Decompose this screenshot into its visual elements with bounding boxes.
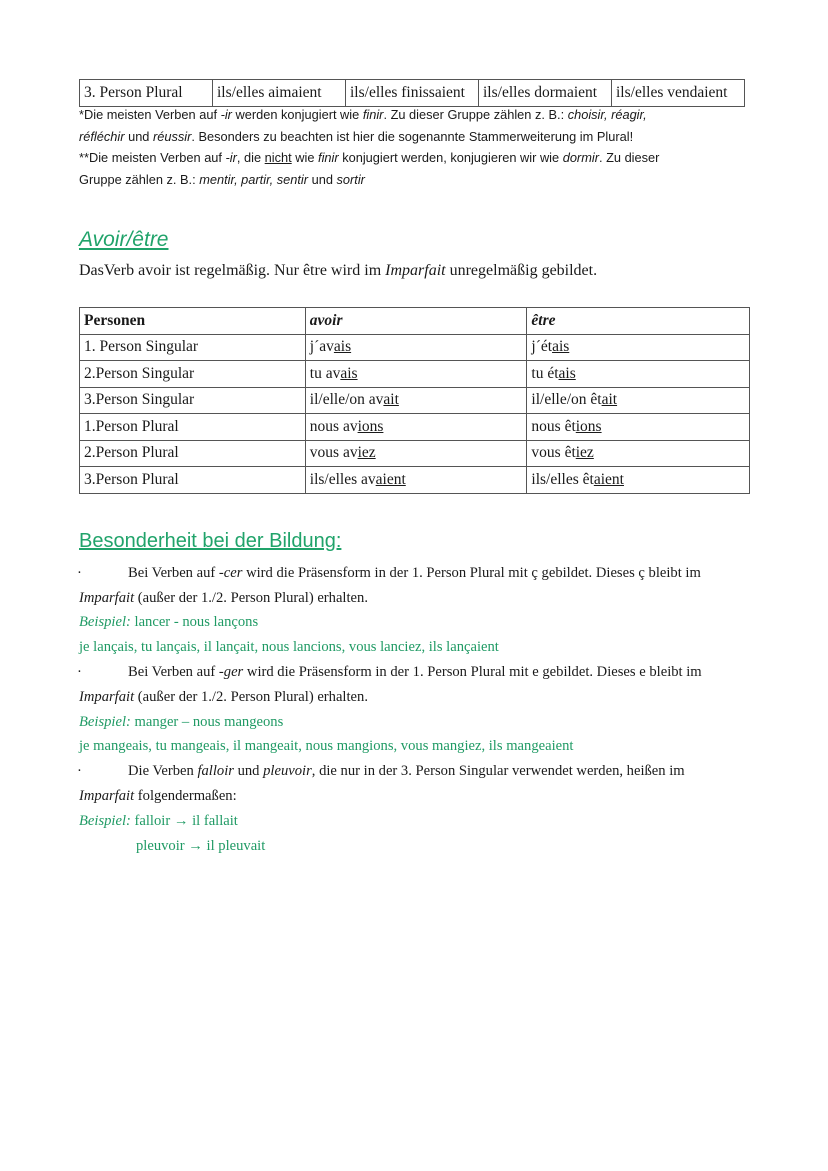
cer-example: Beispiel: lancer - nous lançons bbox=[79, 614, 259, 630]
vendre-cell: ils/elles vendaient bbox=[612, 80, 745, 107]
avoir-intro-text: DasVerb avoir ist regelmäßig. Nur être wird im Imparfait unregelmäßig gebildet. bbox=[79, 262, 598, 279]
etre-form-cell: nous êtions bbox=[527, 414, 750, 441]
person-cell: 1. Person Singular bbox=[80, 334, 306, 361]
person-cell: 2.Person Plural bbox=[80, 440, 306, 467]
falloir-rule-line-2: Imparfait folgendermaßen: bbox=[79, 788, 237, 804]
etre-form-cell: il/elle/on êtait bbox=[527, 387, 750, 414]
person-cell: 2.Person Singular bbox=[80, 361, 306, 388]
table-row bbox=[80, 361, 750, 388]
finir-cell: ils/elles finissaient bbox=[346, 80, 479, 107]
cer-rule-line-2: Imparfait (außer der 1./2. Person Plural) erhalten. bbox=[79, 590, 368, 606]
ger-forms: je mangeais, tu mangeais, il mangeait, nous mangions, vous mangiez, ils mangeaient bbox=[79, 738, 574, 754]
bullet-icon: · bbox=[77, 664, 82, 680]
section-heading-besonderheit: Besonderheit bei der Bildung: bbox=[79, 530, 342, 552]
person-cell: 3.Person Singular bbox=[80, 387, 306, 414]
conjugation-table-fragment bbox=[79, 79, 745, 107]
avoir-etre-table bbox=[79, 307, 750, 494]
falloir-example: Beispiel: falloir → il fallait bbox=[79, 813, 238, 829]
bullet-icon: · bbox=[77, 565, 82, 581]
person-cell: 3.Person Plural bbox=[80, 467, 306, 494]
ger-rule-line-2: Imparfait (außer der 1./2. Person Plural) erhalten. bbox=[79, 689, 368, 705]
table-row bbox=[80, 334, 750, 361]
etre-form-cell: ils/elles êtaient bbox=[527, 467, 750, 494]
avoir-form-cell: j´avais bbox=[305, 334, 527, 361]
avoir-form-cell: tu avais bbox=[305, 361, 527, 388]
section-heading-avoir-etre: Avoir/être bbox=[79, 228, 169, 251]
avoir-form-cell: ils/elles avaient bbox=[305, 467, 527, 494]
table-row bbox=[80, 440, 750, 467]
avoir-form-cell: il/elle/on avait bbox=[305, 387, 527, 414]
falloir-rule-line-1: · Die Verben falloir und pleuvoir, die nur in der 3. Person Singular verwendet werden, heißen im bbox=[77, 763, 685, 779]
avoir-form-cell: nous avions bbox=[305, 414, 527, 441]
dormir-cell: ils/elles dormaient bbox=[479, 80, 612, 107]
avoir-form-cell: vous aviez bbox=[305, 440, 527, 467]
footnote-2: **Die meisten Verben auf -ir, die nicht wie finir konjugiert werden, konjugieren wir wie dormir. Zu dieser Gruppe zählen z. B.: mentir, partir, sentir und sortir bbox=[79, 150, 660, 187]
person-cell: 3. Person Plural bbox=[80, 80, 213, 107]
table-row bbox=[80, 414, 750, 441]
person-cell: 1.Person Plural bbox=[80, 414, 306, 441]
table-row bbox=[80, 467, 750, 494]
etre-form-cell: vous êtiez bbox=[527, 440, 750, 467]
ger-rule-line-1: · Bei Verben auf -ger wird die Präsensform in der 1. Person Plural mit e gebildet. Dieses e bleibt im bbox=[77, 664, 702, 680]
pleuvoir-example: pleuvoir → il pleuvait bbox=[136, 838, 266, 854]
footnote-1: *Die meisten Verben auf -ir werden konjugiert wie finir. Zu dieser Gruppe zählen z. B.: choisir, réagir, réfléchir und réussir. Besonders zu beachten ist hier die sogenannte Stammerweiterung im Plural! bbox=[79, 107, 647, 144]
header-personen: Personen bbox=[80, 308, 306, 335]
header-avoir: avoir bbox=[305, 308, 527, 335]
header-etre: être bbox=[527, 308, 750, 335]
etre-form-cell: j´étais bbox=[527, 334, 750, 361]
cer-forms: je lançais, tu lançais, il lançait, nous lancions, vous lanciez, ils lançaient bbox=[79, 639, 499, 655]
table-row bbox=[80, 387, 750, 414]
aimer-cell: ils/elles aimaient bbox=[213, 80, 346, 107]
table-row bbox=[80, 80, 745, 107]
table-header-row bbox=[80, 308, 750, 335]
etre-form-cell: tu étais bbox=[527, 361, 750, 388]
bullet-icon: · bbox=[77, 763, 82, 779]
ger-example: Beispiel: manger – nous mangeons bbox=[79, 714, 284, 730]
